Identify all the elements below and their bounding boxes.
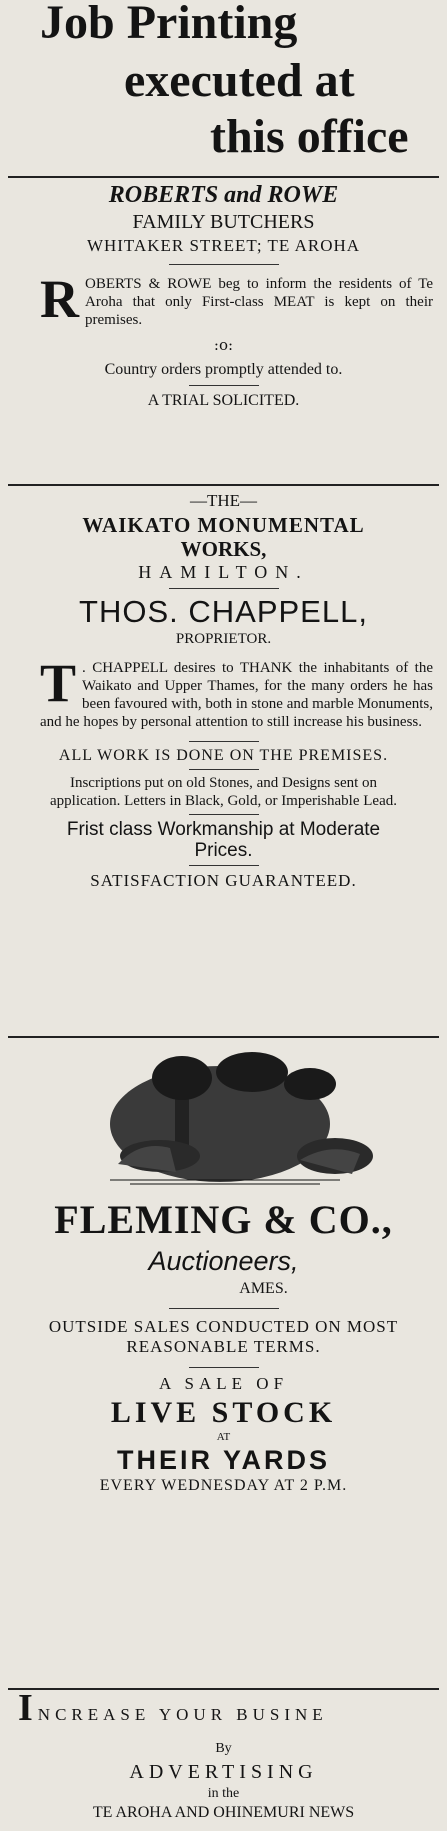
divider <box>169 264 279 265</box>
divider <box>189 814 259 815</box>
fleming-advert-engraving <box>0 1044 447 1194</box>
advertising-advert <box>0 1687 447 1823</box>
fleming-advert <box>0 1196 447 1496</box>
roberts-country-orders: Country orders promptly attended to. <box>104 361 343 378</box>
divider <box>189 769 259 770</box>
divider <box>169 1308 279 1309</box>
advert-by: By <box>215 1741 232 1756</box>
waikato-drop-cap: T <box>40 653 77 713</box>
roberts-title: ROBERTS and ROWE <box>108 182 339 208</box>
livestock-engraving-icon <box>0 1044 447 1194</box>
headline-line-1: Job Printing <box>40 0 298 49</box>
waikato-works: WORKS, <box>180 537 267 561</box>
fleming-place: AMES. <box>239 1280 288 1297</box>
advert-increase-cap: I <box>18 1687 38 1729</box>
roberts-subtitle: FAMILY BUTCHERS <box>132 211 315 233</box>
waikato-inscriptions: Inscriptions put on old Stones, and Designs sent on application. Letters in Black, Gold, or Imperishable Lead. <box>50 775 397 809</box>
waikato-proprietor-label: PROPRIETOR. <box>175 631 272 647</box>
waikato-monumental-advert <box>0 490 447 892</box>
fleming-title: FLEMING & CO., <box>54 1197 393 1242</box>
advert-in-the: in the <box>207 1786 240 1801</box>
fleming-outside: OUTSIDE SALES CONDUCTED ON MOST REASONABLE TERMS. <box>48 1317 399 1356</box>
advert-paper: TE AROHA AND OHINEMURI NEWS <box>92 1804 355 1821</box>
roberts-body-text: OBERTS & ROWE beg to inform the residents of Te Aroha that only First-class MEAT is kept on their premises. <box>85 276 433 328</box>
fleming-sale-of: A SALE OF <box>158 1374 289 1393</box>
fleming-live-stock: LIVE STOCK <box>110 1396 337 1429</box>
divider <box>8 1036 439 1038</box>
roberts-body <box>0 269 447 329</box>
fleming-every: EVERY WEDNESDAY AT 2 P.M. <box>99 1477 348 1494</box>
divider <box>8 484 439 486</box>
roberts-drop-cap: R <box>40 269 79 329</box>
advert-advertising: ADVERTISING <box>129 1761 318 1783</box>
divider <box>189 741 259 742</box>
waikato-first-class: Frist class Workmanship at Moderate Prices. <box>66 819 381 861</box>
headline-line-2: executed at <box>124 54 355 107</box>
waikato-body <box>0 653 447 731</box>
fleming-yards: THEIR YARDS <box>116 1445 331 1475</box>
divider <box>189 865 259 866</box>
roberts-trial: A TRIAL SOLICITED. <box>147 392 300 409</box>
roberts-rowe-advert <box>0 180 447 412</box>
divider <box>8 176 439 178</box>
waikato-the: —THE— <box>189 491 258 510</box>
advert-increase-line <box>0 1687 447 1733</box>
fleming-subtitle: Auctioneers, <box>148 1246 299 1276</box>
divider <box>169 588 279 589</box>
divider <box>189 385 259 386</box>
roberts-divider-mark: :o: <box>213 336 234 354</box>
divider <box>189 1367 259 1368</box>
waikato-satisfaction: SATISFACTION GUARANTEED. <box>90 871 357 890</box>
waikato-place: HAMILTON. <box>138 562 309 582</box>
headline-line-3: this office <box>210 110 409 163</box>
waikato-all-work: ALL WORK IS DONE ON THE PREMISES. <box>58 747 389 764</box>
waikato-proprietor-name: THOS. CHAPPELL, <box>79 594 368 629</box>
advert-increase: NCREASE YOUR BUSINE <box>37 1705 328 1724</box>
waikato-body-text: . CHAPPELL desires to THANK the inhabitants of the Waikato and Upper Thames, for the many orders he has been favoured with, both in stone and marble Monuments, and he hopes by personal attention to still increase his business. <box>40 660 433 730</box>
fleming-at: AT <box>216 1431 231 1443</box>
roberts-address: WHITAKER STREET; TE AROHA <box>86 236 361 255</box>
waikato-title: WAIKATO MONUMENTAL <box>82 513 365 537</box>
job-printing-advert <box>0 0 447 175</box>
